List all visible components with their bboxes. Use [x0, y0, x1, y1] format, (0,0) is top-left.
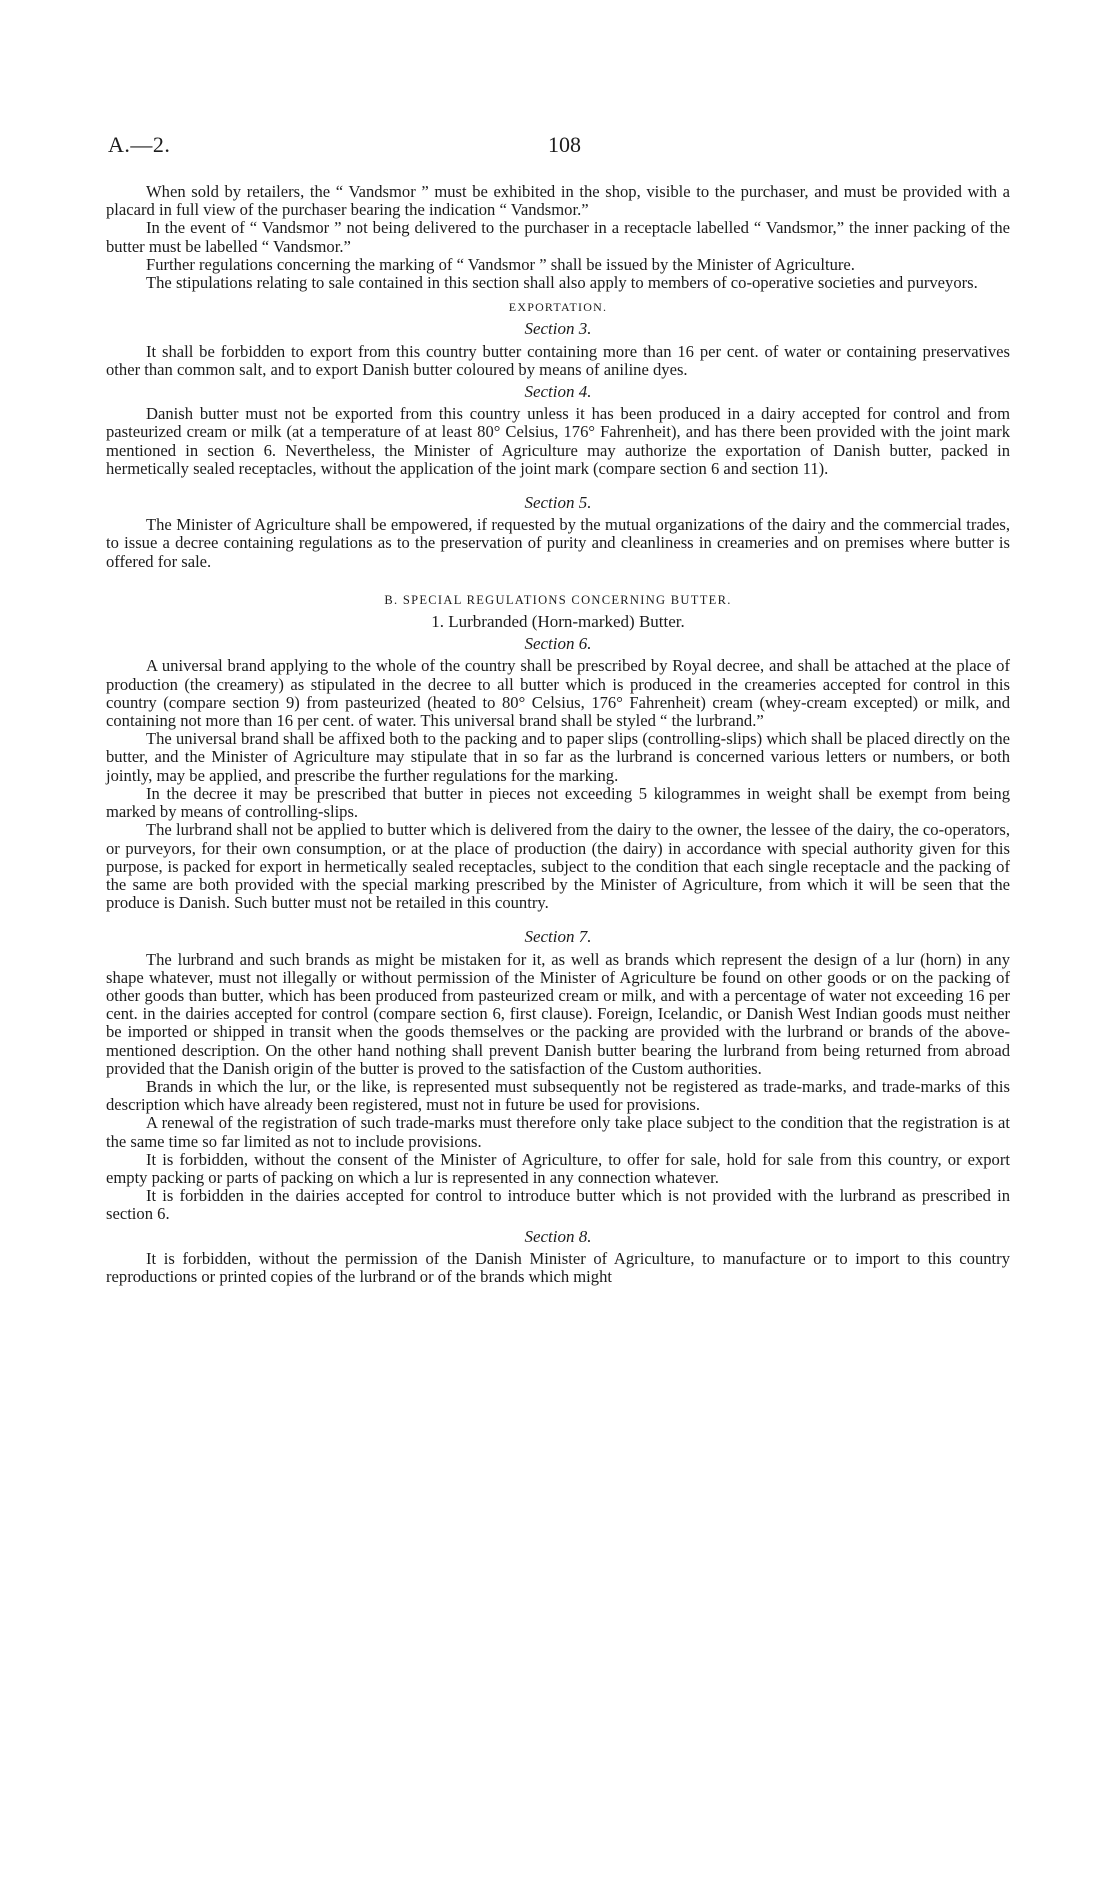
paragraph: Danish butter must not be exported from this country unless it has been produced in a dairy accepted for control and from pasteurized cream or milk (at a temperature of at least 80° Celsius, 176° Fahrenheit), and has there been provided with the joint mark mentioned in section 6. Nevertheless, the Minister of Agriculture may authorize the exportation of Danish butter, packed in hermetically sealed receptacles, without the application of the joint mark (compare section 6 and section 11).	[106, 404, 1010, 478]
paragraph: A renewal of the registration of such trade-marks must therefore only take place subject to the condition that the registration is at the same time so far limited as not to include provisions.	[106, 1113, 1010, 1151]
paragraph: It is forbidden, without the consent of the Minister of Agriculture, to offer for sale, hold for sale from this country, or export empty packing or parts of packing on which a lur is represented in any connection whatever.	[106, 1149, 1010, 1187]
paragraph: Further regulations concerning the marking of “ Vandsmor ” shall be issued by the Minister of Agriculture.	[146, 254, 855, 274]
document-reference: A.—2.	[108, 132, 171, 157]
section-4-title: Section 4.	[524, 382, 592, 402]
heading-exportation: EXPORTATION.	[508, 300, 608, 315]
section-3-title: Section 3.	[524, 319, 592, 339]
paragraph: It shall be forbidden to export from this country butter containing more than 16 per cent. of water or containing preservatives other than common salt, and to export Danish butter coloured by means of aniline dyes.	[106, 341, 1010, 379]
paragraph: In the event of “ Vandsmor ” not being delivered to the purchaser in a receptacle labelled “ Vandsmor,” the inner packing of the butter must be labelled “ Vandsmor.”	[106, 218, 1010, 256]
paragraph: A universal brand applying to the whole of the country shall be prescribed by Royal decree, and shall be attached at the place of production (the creamery) as stipulated in the decree to all butter which is produced in the creameries accepted for control in this country (compare section 9) from pasteurized (heated to 80° Celsius, 176° Fahrenheit) cream (whey-cream excepted) or milk, and containing not more than 16 per cent. of water. This universal brand shall be styled “ the lurbrand.”	[106, 656, 1010, 731]
section-8-title: Section 8.	[524, 1226, 592, 1246]
paragraph: Brands in which the lur, or the like, is represented must subsequently not be registered as trade-marks, and trade-marks of this description which have already been registered, must not in future be used for provisions.	[106, 1076, 1010, 1115]
paragraph: It is forbidden, without the permission of the Danish Minister of Agriculture, to manufacture or to import to this country reproductions or printed copies of the lurbrand or of the brands which might	[106, 1248, 1010, 1286]
page-header	[108, 132, 1008, 166]
paragraph: The stipulations relating to sale contained in this section shall also apply to members of co-operative societies and purveyors.	[146, 273, 978, 293]
paragraph: The universal brand shall be affixed both to the packing and to paper slips (controlling-slips) which shall be placed directly on the butter, and the Minister of Agriculture may stipulate that in so far as the lurbrand is concerned various letters or numbers, or both jointly, may be applied, and prescribe the further regulations for the marking.	[106, 729, 1010, 785]
paragraph: The lurbrand and such brands as might be mistaken for it, as well as brands which represent the design of a lur (horn) in any shape whatever, must not illegally or without permission of the Minister of Agriculture be found on other goods or on the packing of other goods than butter, which has been produced from pasteurized cream or milk, and with a percentage of water not exceeding 16 per cent. in the dairies accepted for control (compare section 6, first clause). Foreign, Icelandic, or Danish West Indian goods must neither be imported or shipped in transit when the goods themselves or the packing are provided with the lurbrand or brands of the above-mentioned description. On the other hand nothing shall prevent Danish butter bearing the lurbrand from being returned from abroad provided that the Danish origin of the butter is proved to the satisfaction of the Custom authorities.	[106, 949, 1010, 1078]
page-number: 108	[548, 132, 581, 157]
paragraph: In the decree it may be prescribed that butter in pieces not exceeding 5 kilogrammes in weight shall be exempt from being marked by means of controlling-slips.	[106, 783, 1010, 822]
paragraph: When sold by retailers, the “ Vandsmor ” must be exhibited in the shop, visible to the purchaser, and must be provided with a placard in full view of the purchaser bearing the indication “ Vandsmor.”	[106, 182, 1010, 220]
section-7-title: Section 7.	[524, 927, 592, 947]
section-6-title: Section 6.	[524, 634, 592, 654]
heading-special-regulations: B. SPECIAL REGULATIONS CONCERNING BUTTER.	[384, 592, 732, 607]
paragraph: The Minister of Agriculture shall be empowered, if requested by the mutual organizations of the dairy and the commercial trades, to issue a decree containing regulations as to the preservation of purity and cleanliness in creameries and on premises where butter is offered for sale.	[106, 515, 1010, 571]
paragraph: It is forbidden in the dairies accepted for control to introduce butter which is not provided with the lurbrand as prescribed in section 6.	[106, 1186, 1010, 1224]
paragraph: The lurbrand shall not be applied to butter which is delivered from the dairy to the owner, the lessee of the dairy, the co-operators, or purveyors, for their own consumption, or at the place of production (the dairy) in accordance with special authority given for this purpose, is packed for export in hermetically sealed receptacles, subject to the condition that each single receptacle and the packing of the same are both provided with the special marking prescribed by the Minister of Agriculture, from which it will be seen that the produce is Danish. Such butter must not be retailed in this country.	[106, 820, 1010, 913]
document-body	[106, 183, 1010, 1286]
section-5-title: Section 5.	[524, 493, 592, 513]
subheading-lurbranded-butter: 1. Lurbranded (Horn-marked) Butter.	[431, 612, 685, 632]
